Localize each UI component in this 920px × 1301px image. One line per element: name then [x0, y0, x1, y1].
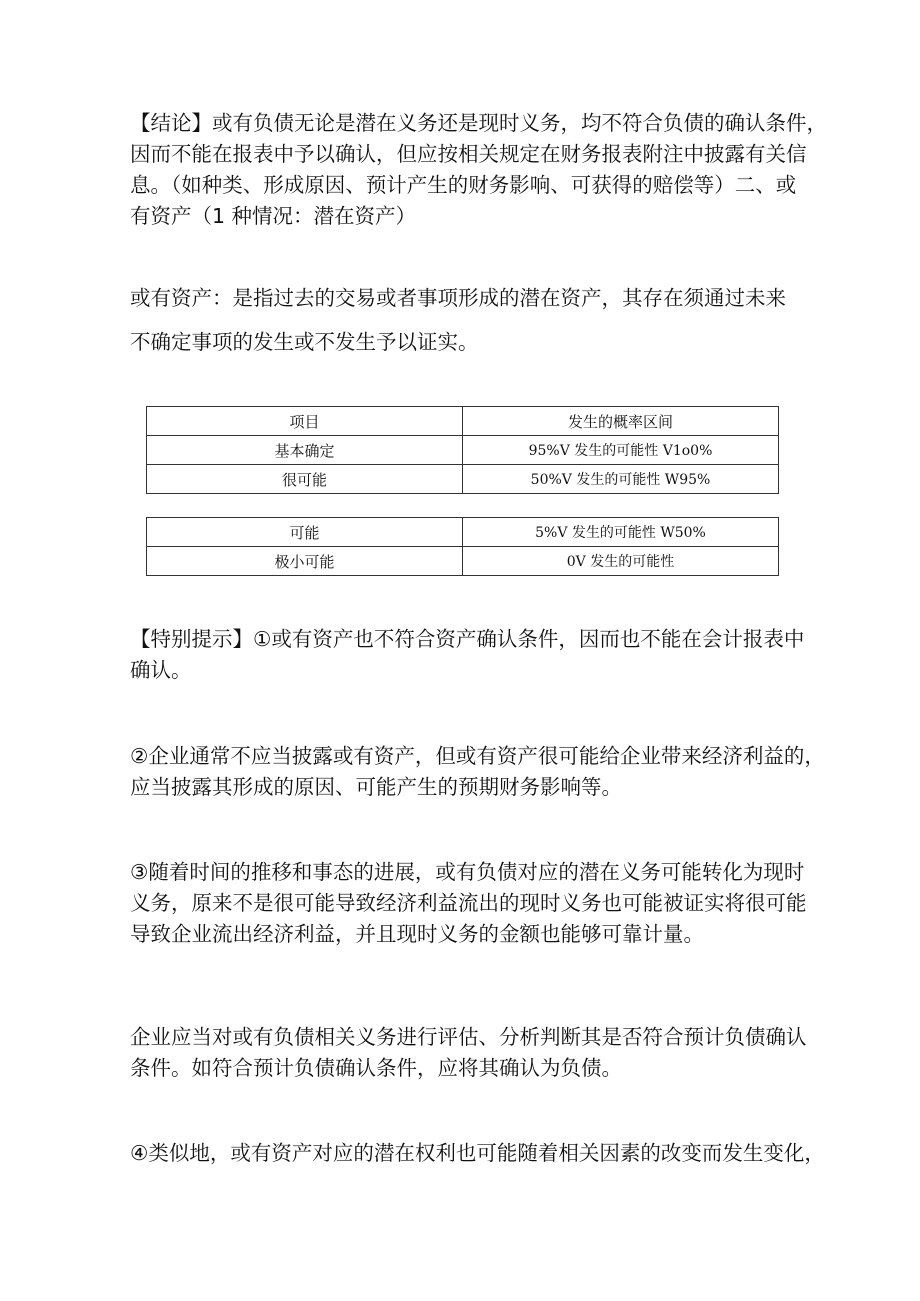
table-cell: 95%V 发生的可能性 V1o0%	[463, 436, 779, 465]
text-line: 应当披露其形成的原因、可能产生的预期财务影响等。	[130, 775, 622, 799]
text-line: 确认。	[130, 658, 192, 682]
paragraph-contingent-asset-definition	[130, 283, 802, 371]
text-line: ④类似地，或有资产对应的潜在权利也可能随着相关因素的改变而发生变化，	[130, 1141, 825, 1165]
text-line: 条件。如符合预计负债确认条件，应将其确认为负债。	[130, 1056, 622, 1080]
text-line: ②企业通常不应当披露或有资产，但或有资产很可能给企业带来经济利益的，	[130, 744, 825, 768]
paragraph-note-3	[130, 857, 807, 950]
paragraph-note-4	[130, 1138, 825, 1169]
table-row	[147, 547, 779, 576]
table-header-cell: 项目	[147, 407, 463, 436]
text-line: 义务，原来不是很可能导致经济利益流出的现时义务也可能被证实将很可能	[130, 891, 807, 915]
table-cell: 5%V 发生的可能性 W50%	[463, 518, 779, 547]
table-cell: 50%V 发生的可能性 W95%	[463, 465, 779, 494]
text-line: 有资产（1 种情况：潜在资产）	[130, 204, 417, 228]
table-header-cell: 发生的概率区间	[463, 407, 779, 436]
text-line: 【结论】或有负债无论是潜在义务还是现时义务，均不符合负债的确认条件，	[130, 111, 827, 135]
text-line: 或有资产：是指过去的交易或者事项形成的潜在资产，其存在须通过未来	[130, 286, 786, 310]
table-header-row	[147, 407, 779, 436]
paragraph-evaluation	[130, 1022, 807, 1084]
text-line: 不确定事项的发生或不发生予以证实。	[130, 330, 479, 354]
text-line: ③随着时间的推移和事态的进展，或有负债对应的潜在义务可能转化为现时	[130, 860, 805, 884]
table-cell: 基本确定	[147, 436, 463, 465]
text-line: 导致企业流出经济利益，并且现时义务的金额也能够可靠计量。	[130, 922, 704, 946]
table-cell: 很可能	[147, 465, 463, 494]
probability-table-bottom	[146, 517, 779, 576]
paragraph-note-2	[130, 741, 825, 803]
text-line: 因而不能在报表中予以确认，但应按相关规定在财务报表附注中披露有关信	[130, 142, 807, 166]
table-row	[147, 518, 779, 547]
paragraph-conclusion	[130, 108, 827, 232]
text-line: 【特别提示】①或有资产也不符合资产确认条件，因而也不能在会计报表中	[130, 627, 805, 651]
table-cell: 极小可能	[147, 547, 463, 576]
paragraph-special-note	[130, 624, 805, 686]
table-row	[147, 465, 779, 494]
probability-table-top	[146, 406, 779, 494]
table-cell: 0V 发生的可能性	[463, 547, 779, 576]
text-line: 企业应当对或有负债相关义务进行评估、分析判断其是否符合预计负债确认	[130, 1025, 807, 1049]
text-line: 息。（如种类、形成原因、预计产生的财务影响、可获得的赔偿等）二、或	[130, 173, 797, 197]
table-cell: 可能	[147, 518, 463, 547]
table-row	[147, 436, 779, 465]
